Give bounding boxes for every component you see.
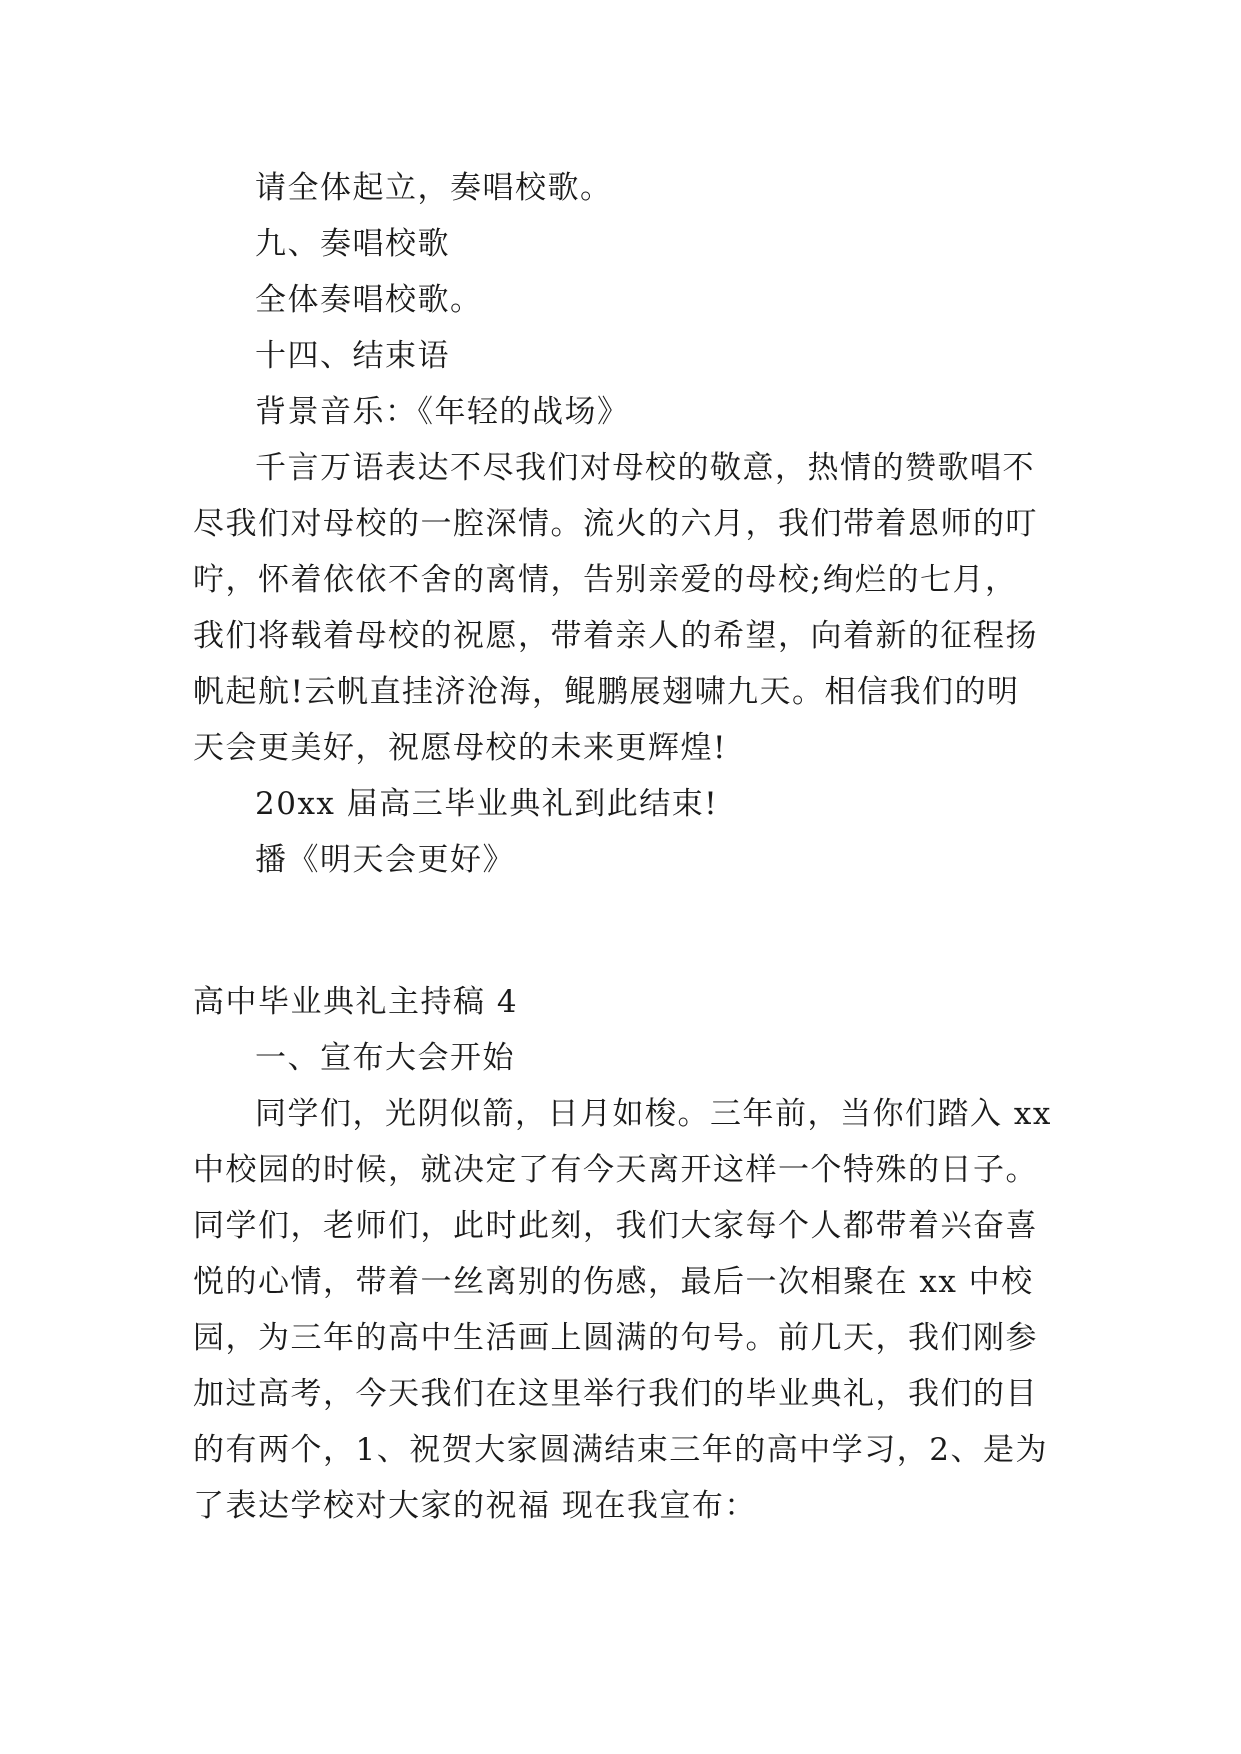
paragraph-line: 园，为三年的高中生活画上圆满的句号。前几天，我们刚参 [193,1320,1038,1356]
paragraph-line: 同学们，光阴似箭，日月如梭。三年前，当你们踏入 xx [255,1096,1052,1132]
ceremony-end-line: 20xx 届高三毕业典礼到此结束! [255,786,719,822]
music-line: 播《明天会更好》 [255,842,515,878]
opening-paragraph [193,1086,1053,1534]
paragraph-line: 的有两个，1、祝贺大家圆满结束三年的高中学习，2、是为 [193,1432,1048,1468]
paragraph-line: 我们将载着母校的祝愿，带着亲人的希望，向着新的征程扬 [193,618,1038,654]
agenda-item-nine: 九、奏唱校歌 [255,226,450,262]
paragraph-line: 了表达学校对大家的祝福 现在我宣布： [193,1488,757,1524]
paragraph-line: 悦的心情，带着一丝离别的伤感，最后一次相聚在 xx 中校 [193,1264,1034,1300]
paragraph-line: 咛，怀着依依不舍的离情，告别亲爱的母校;绚烂的七月， [193,562,1018,598]
section-title: 高中毕业典礼主持稿 4 [193,984,519,1020]
paragraph-line: 同学们，老师们，此时此刻，我们大家每个人都带着兴奋喜 [193,1208,1038,1244]
instruction-line: 全体奏唱校歌。 [255,282,483,318]
instruction-line: 请全体起立，奏唱校歌。 [255,170,613,206]
paragraph-line: 尽我们对母校的一腔深情。流火的六月，我们带着恩师的叮 [193,506,1038,542]
paragraph-line: 天会更美好，祝愿母校的未来更辉煌! [193,730,727,766]
paragraph-line: 千言万语表达不尽我们对母校的敬意，热情的赞歌唱不 [255,450,1035,486]
background-music-line: 背景音乐：《年轻的战场》 [255,394,630,430]
upper-text-block [193,160,1053,888]
agenda-item-fourteen: 十四、结束语 [255,338,450,374]
paragraph-line: 加过高考，今天我们在这里举行我们的毕业典礼，我们的目 [193,1376,1038,1412]
paragraph-line: 中校园的时候，就决定了有今天离开这样一个特殊的日子。 [193,1152,1038,1188]
lower-text-block [193,974,1053,1534]
section-heading: 一、宣布大会开始 [255,1040,515,1076]
paragraph-line: 帆起航!云帆直挂济沧海，鲲鹏展翅啸九天。相信我们的明 [193,674,1020,710]
closing-paragraph [193,440,1053,776]
